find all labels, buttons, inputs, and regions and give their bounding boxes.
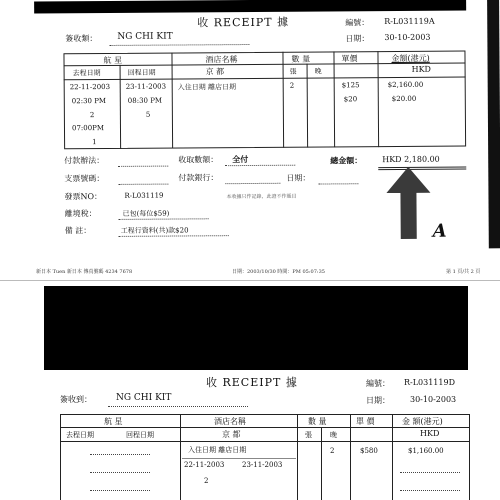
row2-return: 08:30 PM — [127, 96, 163, 105]
r2-row1-desc: 入住日期 離店日期 — [188, 446, 247, 454]
col-group-hotel: 酒店名稱 — [205, 55, 238, 65]
redaction-bar-top — [34, 0, 466, 14]
r2-row2-out: 23-11-2003 — [242, 461, 283, 469]
r2-col-group-qty: 數 量 — [308, 417, 327, 426]
total-value: HKD 2,180.00 — [382, 154, 440, 165]
r2-col-group-flight: 航 星 — [104, 417, 123, 426]
r2-col-group-amount: 金 額(港元) — [402, 417, 443, 426]
receipt-2-date-label: 日期： — [366, 396, 390, 405]
ref-label: 發票NO： — [64, 192, 103, 202]
row5-depart: 1 — [92, 138, 97, 147]
pay-method-label: 付款辦法： — [64, 156, 105, 166]
r2-col-nights: 晚 — [330, 431, 337, 439]
col-depart: 去程日期 — [72, 69, 101, 78]
receipt-1-number: R-L031119A — [384, 16, 435, 27]
col-hotel: 京 都 — [205, 67, 225, 77]
receipt-2 — [0, 282, 500, 500]
remarks-label: 備 註： — [64, 226, 92, 236]
row1-desc: 入住日期 離店日期 — [177, 83, 236, 92]
receipt-1-title: 收 RECEIPT 據 — [197, 15, 290, 30]
row3-return: 5 — [145, 110, 151, 119]
receipt-2-number-label: 編號： — [366, 379, 390, 388]
receipt-1-date-label: 日期： — [345, 34, 370, 44]
remarks-value: 工程行資料(共)款$20 — [120, 226, 189, 235]
travel-tax-value: 已包(每位$59) — [122, 209, 170, 218]
total-label: 總金額： — [330, 155, 363, 166]
fax-middle: 日期：2003/10/30 時間：PM 05:07:35 — [232, 269, 325, 275]
ref-value: R-L031119 — [124, 191, 164, 200]
cheque-label: 支票號碼： — [64, 174, 105, 184]
receipt-1-recipient-label: 簽收類： — [65, 34, 98, 44]
receipt-2-date: 30-10-2003 — [410, 395, 457, 404]
r2-row1-amount: $1,160.00 — [408, 447, 444, 455]
row2-price: $20 — [343, 95, 358, 104]
col-group-amount: 金額(港元) — [391, 53, 430, 64]
receipt-2-number: R-L031119D — [404, 378, 455, 387]
row1-price: $125 — [341, 81, 360, 90]
received-value: 全付 — [232, 154, 249, 165]
r2-col-return: 回程日期 — [126, 431, 154, 439]
col-return: 回程日期 — [127, 68, 156, 77]
bank-label: 付款銀行： — [178, 173, 219, 183]
row1-depart: 22-11-2003 — [69, 82, 111, 92]
row2-depart: 02:30 PM — [71, 97, 107, 106]
r2-row3-in: 2 — [204, 477, 209, 485]
row3-depart: 2 — [89, 111, 95, 120]
r2-col-hotel: 京 都 — [222, 430, 241, 439]
receipt-1-recipient: NG CHI KIT — [117, 31, 173, 42]
r2-row1-qty: 2 — [330, 447, 335, 455]
redaction-bar-bottom — [44, 286, 468, 370]
col-group-price: 單價 — [341, 54, 358, 64]
travel-tax-label: 離境稅： — [64, 209, 97, 219]
fax-header-strip — [0, 258, 500, 282]
small-note: 本收據只作記錄，此證不作賬目 — [226, 193, 297, 201]
r2-col-group-hotel: 酒店名稱 — [214, 417, 246, 426]
fax-left: 新日本 Tuen 新日本 傳真號碼 4234 7678 — [36, 269, 133, 275]
receipt-1-date: 30-10-2003 — [384, 32, 431, 43]
col-currency: HKD — [411, 64, 431, 74]
receipt-2-title: 收 RECEIPT 據 — [206, 376, 298, 389]
received-label: 收取數額： — [178, 155, 219, 165]
row4-depart: 07:00PM — [71, 124, 105, 133]
col-nights: 晚 — [314, 67, 322, 76]
col-units: 張 — [289, 67, 297, 76]
row2-amount: $20.00 — [391, 94, 417, 104]
handwritten-mark: A — [432, 220, 447, 242]
annotation-arrow-icon — [384, 167, 433, 241]
fax-right: 第 1 頁/共 2 頁 — [446, 269, 481, 275]
col-group-qty: 數 量 — [291, 54, 311, 64]
row1-amount: $2,160.00 — [387, 80, 424, 90]
r2-col-group-price: 單 價 — [356, 417, 375, 426]
r2-col-units: 張 — [305, 431, 312, 439]
r2-col-currency: HKD — [420, 429, 440, 438]
receipt-2-recipient-label: 簽收到： — [60, 395, 92, 404]
row1-qty: 2 — [289, 81, 295, 90]
r2-row2-in: 22-11-2003 — [184, 461, 225, 469]
r2-row1-price: $580 — [360, 447, 378, 455]
receipt-1-number-label: 編號： — [345, 18, 370, 28]
receipt-2-recipient: NG CHI KIT — [116, 393, 172, 403]
day-label: 日期： — [286, 173, 311, 183]
col-group-flight: 航 星 — [103, 55, 123, 66]
row1-return: 23-11-2003 — [125, 82, 167, 91]
r2-col-depart: 去程日期 — [66, 431, 94, 439]
